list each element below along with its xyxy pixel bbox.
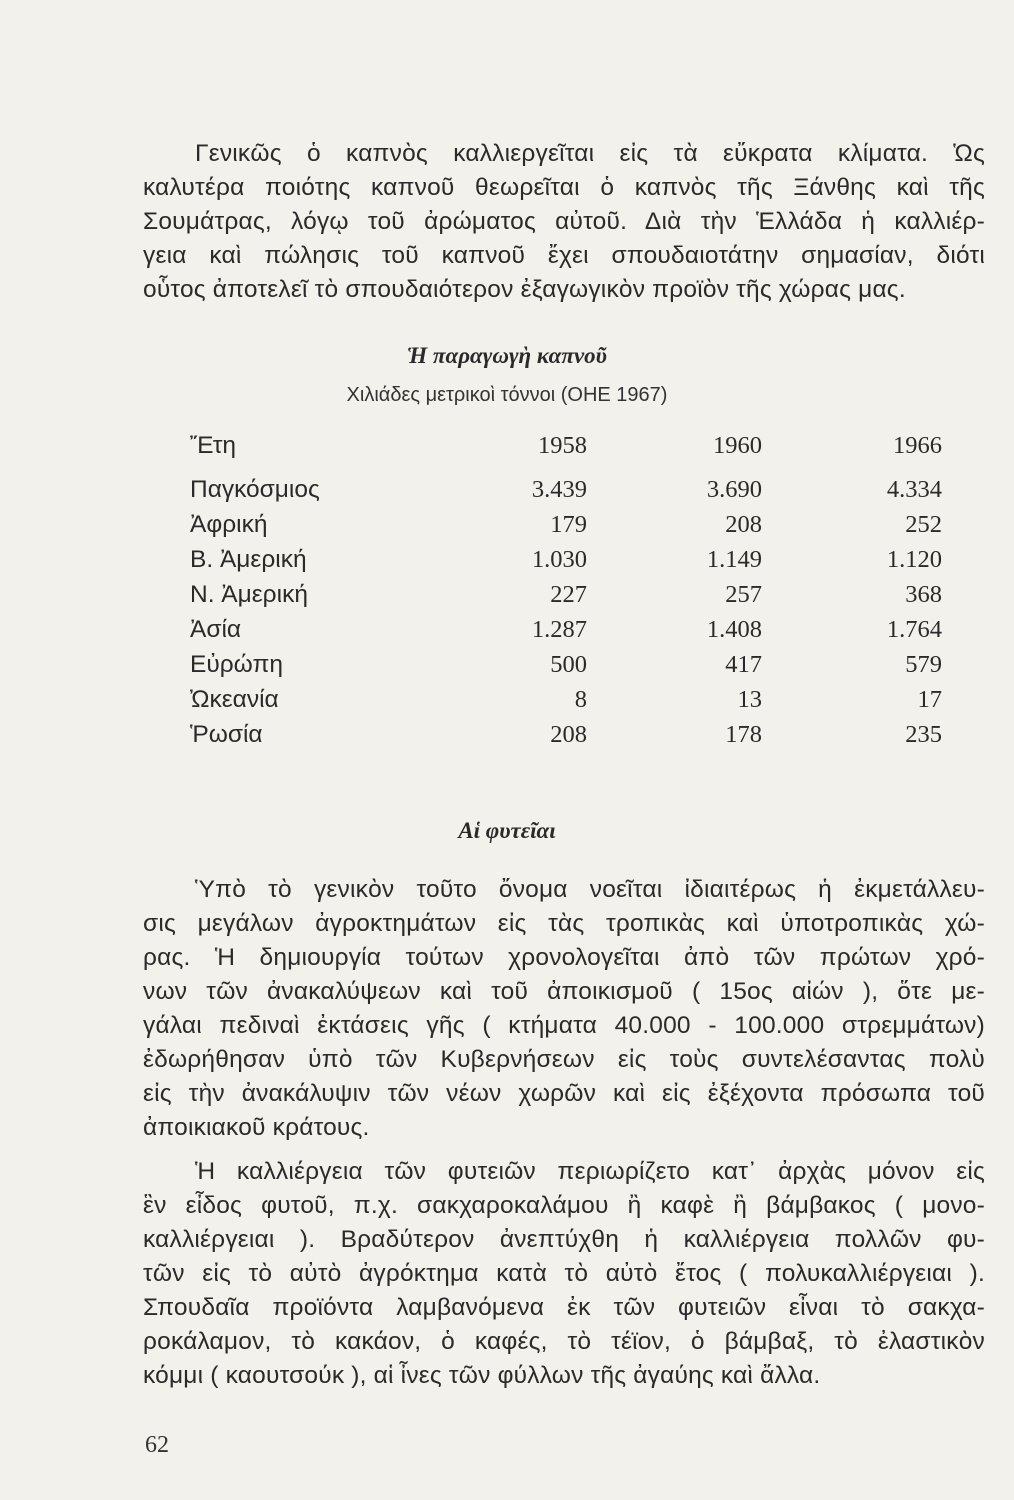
value-cell: 368 bbox=[905, 580, 942, 608]
text-line: ροκάλαμον, τὸ κακάον, ὁ καφές, τὸ τέϊον, ὁ βάμβαξ, τὸ ἐλαστικὸν bbox=[143, 1328, 985, 1355]
table-row bbox=[190, 577, 942, 612]
table-row bbox=[190, 647, 942, 682]
text-line: νων τῶν ἀνακαλύψεων καὶ τοῦ ἀποικισμοῦ ( 15ος αἰών ), ὅτε με- bbox=[143, 978, 985, 1005]
table-row bbox=[190, 682, 942, 717]
region-label: Ὠκεανία bbox=[190, 685, 279, 713]
region-label: Ν. Ἀμερική bbox=[190, 580, 308, 608]
table-row bbox=[190, 472, 942, 507]
year-header: 1966 bbox=[893, 432, 942, 459]
table-row bbox=[190, 542, 942, 577]
text-line: εἰς τὴν ἀνακάλυψιν τῶν νέων χωρῶν καὶ εἰς ἐξέχοντα πρόσωπα τοῦ bbox=[143, 1080, 985, 1107]
text-line: οὗτος ἀποτελεῖ τὸ σπουδαιότερον ἐξαγωγικὸν προϊὸν τῆς χώρας μας. bbox=[143, 276, 906, 303]
text-line: Σουμάτρας, λόγῳ τοῦ ἀρώματος αὐτοῦ. Διὰ τὴν Ἑλλάδα ἡ καλλιέρ- bbox=[143, 208, 985, 235]
table-title: Ἡ παραγωγὴ καπνοῦ bbox=[407, 343, 607, 368]
value-cell: 17 bbox=[917, 685, 942, 713]
value-cell: 227 bbox=[550, 580, 587, 608]
value-cell: 579 bbox=[905, 650, 942, 678]
value-cell: 208 bbox=[725, 510, 762, 538]
value-cell: 8 bbox=[574, 685, 587, 713]
value-cell: 13 bbox=[737, 685, 762, 713]
value-cell: 235 bbox=[905, 720, 942, 748]
value-cell: 208 bbox=[550, 720, 587, 748]
text-line: ἀποικιακοῦ κράτους. bbox=[143, 1114, 370, 1141]
table-subtitle: Χιλιάδες μετρικοὶ τόννοι (ΟΗΕ 1967) bbox=[346, 384, 668, 406]
value-cell: 1.764 bbox=[886, 615, 942, 643]
value-cell: 4.334 bbox=[886, 475, 942, 503]
value-cell: 417 bbox=[725, 650, 762, 678]
plantations-paragraph-2 bbox=[143, 1155, 985, 1393]
table-header-row bbox=[190, 432, 942, 472]
value-cell: 252 bbox=[905, 510, 942, 538]
intro-paragraph bbox=[143, 137, 985, 307]
text-line: Ἡ καλλιέργεια τῶν φυτειῶν περιωρίζετο κατ᾽ ἀρχὰς μόνον εἰς bbox=[195, 1158, 985, 1185]
text-line: ἐδωρήθησαν ὑπὸ τῶν Κυβερνήσεων εἰς τοὺς συντελέσαντας πολὺ bbox=[143, 1046, 985, 1073]
text-line: Ὑπὸ τὸ γενικὸν τοῦτο ὄνομα νοεῖται ἰδιαιτέρως ἡ ἐκμετάλλευ- bbox=[195, 876, 985, 903]
year-header: 1958 bbox=[538, 432, 587, 459]
region-label: Ἀφρική bbox=[190, 510, 268, 538]
page-number: 62 bbox=[145, 1432, 169, 1458]
header-label: Ἔτη bbox=[190, 432, 237, 459]
value-cell: 3.439 bbox=[531, 475, 587, 503]
text-line: ρας. Ἡ δημιουργία τούτων χρονολογεῖται ἀπὸ τῶν πρώτων χρό- bbox=[143, 944, 985, 971]
value-cell: 1.120 bbox=[886, 545, 942, 573]
table-row bbox=[190, 612, 942, 647]
text-line: τῶν εἰς τὸ αὐτὸ ἀγρόκτημα κατὰ τὸ αὐτὸ ἔτος ( πολυκαλλιέργειαι ). bbox=[143, 1260, 985, 1287]
region-label: Εὐρώπη bbox=[190, 650, 283, 678]
text-line: ἓν εἶδος φυτοῦ, π.χ. σακχαροκαλάμου ἢ καφὲ ἢ βάμβακος ( μονο- bbox=[143, 1192, 985, 1219]
plantations-paragraph-1 bbox=[143, 873, 985, 1145]
value-cell: 179 bbox=[550, 510, 587, 538]
text-line: κόμμι ( καουτσούκ ), αἱ ἶνες τῶν φύλλων τῆς ἀγαύης καὶ ἄλλα. bbox=[143, 1362, 821, 1389]
region-label: Ἀσία bbox=[190, 615, 242, 643]
text-line: Σπουδαῖα προϊόντα λαμβανόμενα ἐκ τῶν φυτειῶν εἶναι τὸ σακχα- bbox=[143, 1294, 985, 1321]
value-cell: 1.030 bbox=[531, 545, 587, 573]
text-line: καλυτέρα ποιότης καπνοῦ θεωρεῖται ὁ καπνὸς τῆς Ξάνθης καὶ τῆς bbox=[143, 174, 985, 201]
production-table bbox=[190, 432, 942, 752]
text-line: σις μεγάλων ἀγροκτημάτων εἰς τὰς τροπικὰς καὶ ὑποτροπικὰς χώ- bbox=[143, 910, 985, 937]
value-cell: 178 bbox=[725, 720, 762, 748]
value-cell: 500 bbox=[550, 650, 587, 678]
year-header: 1960 bbox=[713, 432, 762, 459]
value-cell: 257 bbox=[725, 580, 762, 608]
value-cell: 1.287 bbox=[531, 615, 587, 643]
text-line: καλλιέργειαι ). Βραδύτερον ἀνεπτύχθη ἡ καλλιέργεια πολλῶν φυ- bbox=[143, 1226, 985, 1253]
value-cell: 1.149 bbox=[706, 545, 762, 573]
region-label: Β. Ἀμερική bbox=[190, 545, 307, 573]
table-row bbox=[190, 717, 942, 752]
value-cell: 3.690 bbox=[706, 475, 762, 503]
value-cell: 1.408 bbox=[706, 615, 762, 643]
region-label: Παγκόσμιος bbox=[190, 475, 320, 503]
text-line: Γενικῶς ὁ καπνὸς καλλιεργεῖται εἰς τὰ εὔκρατα κλίματα. Ὡς bbox=[195, 140, 985, 167]
text-line: γεια καὶ πώλησις τοῦ καπνοῦ ἔχει σπουδαιοτάτην σημασίαν, διότι bbox=[143, 242, 985, 269]
table-row bbox=[190, 507, 942, 542]
region-label: Ῥωσία bbox=[190, 720, 263, 748]
section-title: Αἱ φυτεῖαι bbox=[458, 818, 556, 843]
text-line: γάλαι πεδιναὶ ἐκτάσεις γῆς ( κτήματα 40.000 - 100.000 στρεμμάτων) bbox=[143, 1012, 985, 1039]
